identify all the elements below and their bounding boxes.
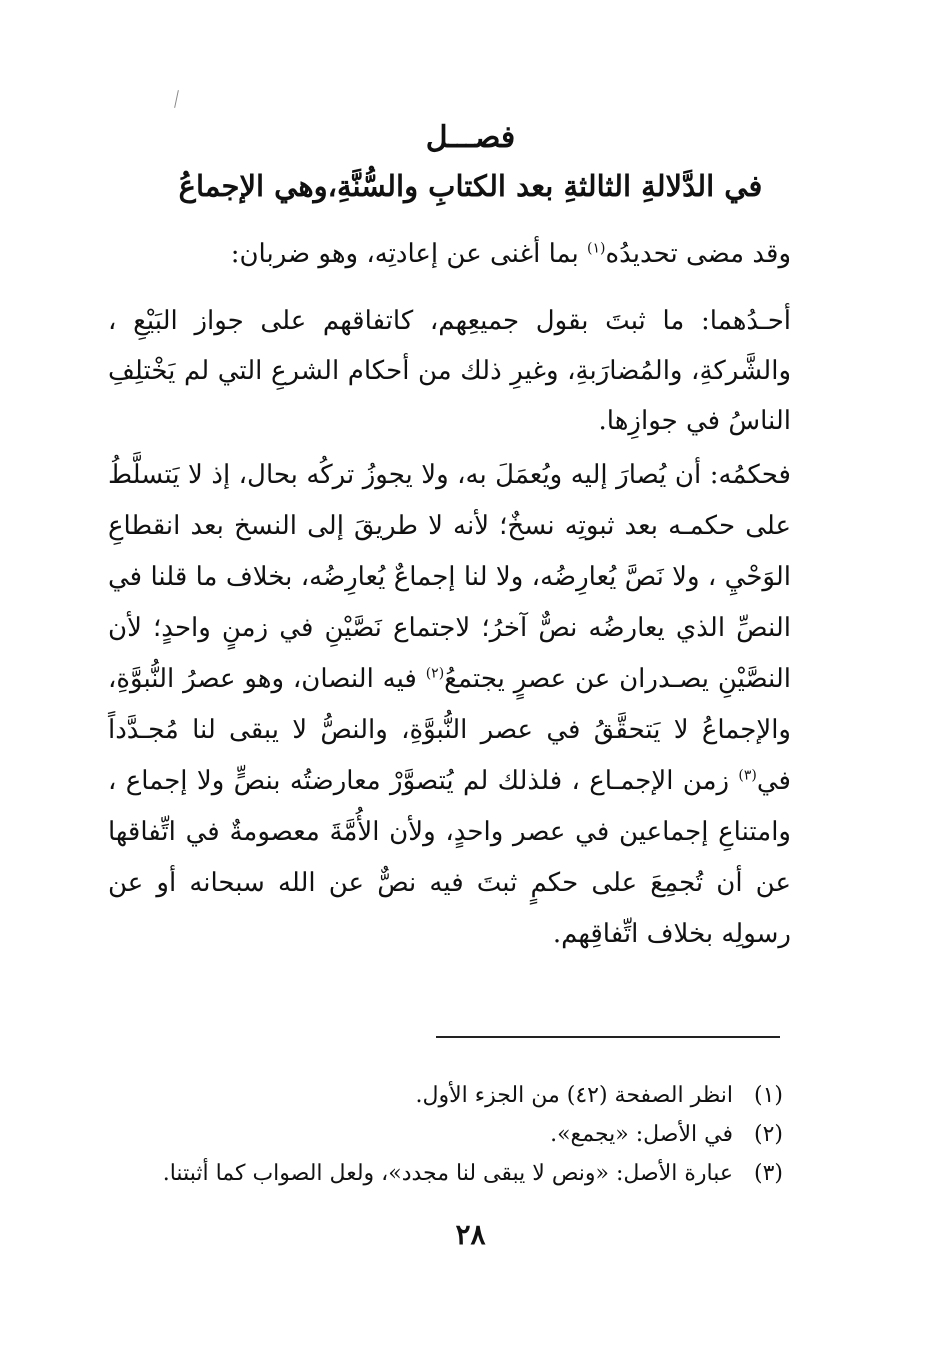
- footnote-item: [150, 1156, 783, 1195]
- section-title: فصـــل: [425, 120, 516, 155]
- stray-pen-mark: [174, 90, 179, 108]
- ruling-text-part-2: فيه النصان، وهو عصرُ النُّبوَّةِ، والإجماعُ لا يَتحقَّقُ في عصر النُّبوَّةِ، والنصُّ لا يبقى لنا مُجـدَّداً في: [108, 664, 791, 796]
- footnote-text: عبارة الأصل: «ونص لا يبقى لنا مجدد»، ولعل الصواب كما أثبتنا.: [162, 1161, 733, 1186]
- footnotes-list: [150, 1078, 783, 1195]
- footnote-ref-1: (١): [587, 240, 606, 257]
- footnote-number: (٣): [753, 1161, 783, 1186]
- ruling-text-part-1: فحكمُه: أن يُصارَ إليه ويُعمَلَ به، ولا يجوزُ تركُه بحال، إذ لا يَتسلَّطُ على حكمـه بعد ثبوتِه نسخٌ؛ لأنه لا طريقَ إلى النسخ بعد انقطاعِ الوَحْيِ ، ولا نَصَّ يُعارِضُه، ولا لنا إجماعٌ يُعارِضُه، بخلاف ما قلنا في النصِّ الذي يعارضُه نصٌّ آخرُ؛ لاجتماع نَصَّيْنِ في زمنٍ واحدٍ؛ لأن النصَّيْنِ يصـدران عن عصرٍ يجتمعُ: [108, 460, 792, 694]
- footnote-number: (٢): [753, 1122, 783, 1147]
- first-type-paragraph: [108, 296, 791, 446]
- first-type-text: أحـدُهما: ما ثبتَ بقول جميعِهم، كاتفاقهم على جواز البَيْعِ ، والشَّركةِ، والمُضارَبةِ، وغيرِ ذلك من أحكام الشرعِ التي لم يَخْتلِفِ الناسُ في جوازِها.: [108, 306, 791, 436]
- page-number: ٢٨: [455, 1218, 486, 1251]
- intro-text-end: بما أغنى عن إعادتِه، وهو ضربان:: [230, 239, 588, 269]
- ruling-text-part-3: زمن الإجمـاع ، فلذلك لم يُتصوَّرْ معارضتُه بنصٍّ ولا إجماع ، وامتناعِ إجماعين في عصر واحدٍ، ولأن الأُمَّةَ معصومةٌ في اتِّفاقها عن أن تُجمِعَ على حكمٍ ثبتَ فيه نصٌّ عن الله سبحانه أو عن رسولِه بخلاف اتِّفاقِهم.: [108, 766, 791, 949]
- footnote-item: [150, 1078, 783, 1117]
- ruling-paragraph: [108, 450, 791, 960]
- footnote-ref-3: (٣): [738, 767, 757, 784]
- footnote-text: انظر الصفحة (٤٢) من الجزء الأول.: [415, 1083, 733, 1108]
- intro-paragraph: [108, 234, 791, 274]
- footnote-ref-2: (٢): [425, 665, 445, 682]
- footnote-number: (١): [753, 1083, 783, 1108]
- footnote-text: في الأصل: «يجمع».: [550, 1122, 733, 1147]
- footnote-separator-line: [436, 1036, 780, 1038]
- intro-text-start: وقد مضى تحديدُه: [605, 239, 791, 269]
- section-subtitle: في الدَّلالةِ الثالثةِ بعد الكتابِ والسُّنَّةِ،وهي الإجماعُ: [178, 169, 763, 203]
- footnote-item: [150, 1117, 783, 1156]
